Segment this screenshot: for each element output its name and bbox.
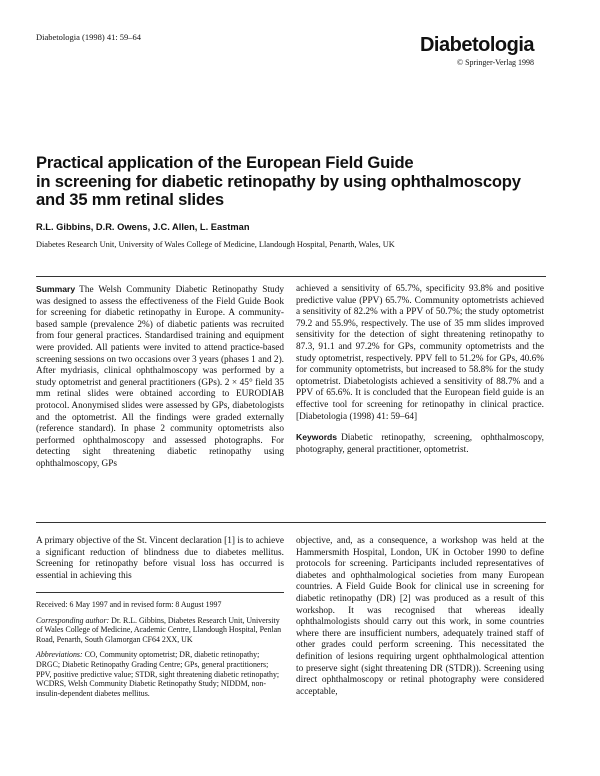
corresponding-label: Corresponding author: [36,615,110,625]
title-line: and 35 mm retinal slides [36,190,224,209]
footnote-rule [36,592,284,593]
copyright-notice: © Springer-Verlag 1998 [456,58,534,67]
corresponding-author [36,616,284,645]
body-column-left [36,536,284,582]
abstract-bottom-rule [36,522,546,523]
abstract-column-right [296,284,544,456]
body-column-right [296,536,544,768]
journal-logo: Diabetologia [419,34,534,56]
title-line: Practical application of the European Field Guide [36,153,414,172]
corresponding-text: Dr. R.L. Gibbins, Diabetes Research Unit, University of Wales College of Medicine, Academic Centre, Llandough Hospital, Penlan Road, Penarth, South Glamorgan CF64 2XX, UK [36,615,282,644]
abbreviations-label: Abbreviations: [36,650,83,660]
intro-paragraph: A primary objective of the St. Vincent declaration [1] is to achieve a significant reduction of blindness due to diabetes mellitus. Screening for retinopathy before visual loss has occurred is essential in achieving this [36,536,284,581]
received-date: Received: 6 May 1997 and in revised form: 8 August 1997 [36,600,222,609]
keywords-label: Keywords [296,432,338,443]
author-list: R.L. Gibbins, D.R. Owens, J.C. Allen, L. Eastman [36,222,250,232]
abstract-summary-continued: achieved a sensitivity of 65.7%, specificity 93.8% and positive predictive value (PPV) 65.7%. Community optometrists achieved a sensitivity of 82.2% with a PPV of 50.7%; the study optometrist 79.2 and 55.9%, respectively. The use of 35 mm slides improved sensitivity for the detection of sight threatening retinopathy to 87.3, 91.1 and 97.2% for GPs, community optometrists and the study optometrist, respectively. PPV fell to 51.2% for GPs, 40.6% for community optometrists, but increased to 58.8% for the study optometrist. Diabetologists achieved a sensitivity of 88.7% and a PPV of 65.6%. It is concluded that the European field guide is an effective tool for screening for retinopathy in clinical practice. [Diabetologia (1998) 41: 59–64] [296,284,544,422]
keywords-text: Diabetic retinopathy, screening, ophthalmoscopy, photography, general practitioner, optometrist. [296,433,544,455]
footnotes [36,600,284,698]
summary-label: Summary [36,284,76,294]
keywords [296,432,544,456]
abbreviations [36,650,284,698]
title-line: in screening for diabetic retinopathy by using ophthalmoscopy [36,171,521,191]
summary-text: The Welsh Community Diabetic Retinopathy Study was designed to assess the effectiveness of the Field Guide Book for screening for diabetic retinopathy in Europe. A community-based sample (prevalence 2%) of diabetic patients was recruited from four general practices. Standardised training and equipment were provided. All patients were invited to attend practice-based screening sessions on two occasions over 3 years (phases 1 and 2). After mydriasis, clinical ophthalmoscopy was performed by a study optometrist and general practitioners (GPs). 2 × 45° field 35 mm retinal slides were obtained according to EURODIAB protocol. Anonymised slides were assessed by GPs, diabetologists and the optometrist. All the findings were graded externally (reference standard). In phase 2 community optometrists also performed ophthalmoscopy and assessed photographs. For detecting sight threatening diabetic retinopathy using ophthalmoscopy, GPs [36,285,284,469]
abstract-column-left [36,284,284,471]
abbreviations-text: CO, Community optometrist; DR, diabetic retinopathy; DRGC; Diabetic Retinopathy Grading Centre; GPs, general practitioners; PPV, positive predictive value; STDR, sight threatening diabetic retinopathy; WCDRS, Welsh Community Diabetic Retinopathy Study; NIDDM, non-insulin-dependent diabetes mellitus. [36,650,280,698]
article-title [36,154,576,210]
affiliation: Diabetes Research Unit, University of Wales College of Medicine, Llandough Hospital, Penarth, Wales, UK [36,240,395,249]
abstract-top-rule [36,276,546,277]
intro-paragraph-continued: objective, and, as a consequence, a workshop was held at the Hammersmith Hospital, London, UK in October 1990 to define protocols for screening. Participants included representatives of diabetes and ophthalmological societies from many European countries. A Field Guide Book for clinical use in screening for diabetic retinopathy (DR) [2] was produced as a result of this workshop. It was recognised that whereas ideally ophthalmologists should carry out this work, in some countries where there are insufficient numbers, adequately trained staff of other grades could perform screening. This necessitated the definition of lesions requiring urgent ophthalmological attention to preserve sight (sight threatening DR (STDR)). Screening using direct ophthalmoscopy or retinal photography were considered acceptable, [296,536,544,697]
journal-citation: Diabetologia (1998) 41: 59–64 [36,32,142,42]
abstract-summary [36,284,284,471]
